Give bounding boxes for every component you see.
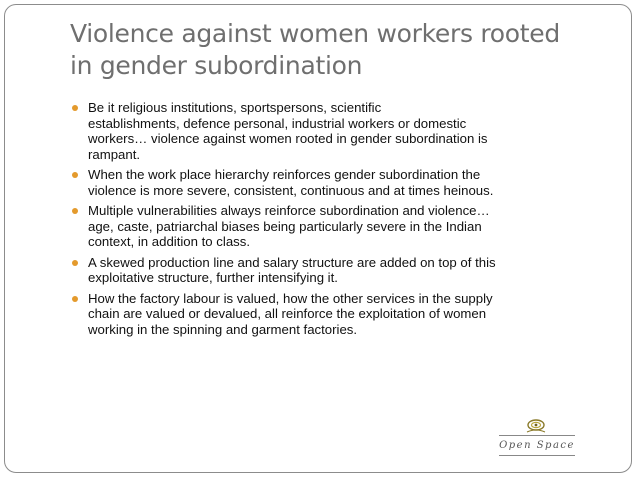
- bullet-dot-icon: [72, 105, 78, 111]
- bullet-dot-icon: [72, 208, 78, 214]
- bullet-text-line: establishments, defence personal, industrial workers or domestic: [88, 115, 467, 131]
- slide-title-line: Violence against women workers rooted: [70, 19, 560, 48]
- bullet-text-line: context, in addition to class.: [88, 234, 251, 249]
- bullet-item: [70, 255, 610, 286]
- open-space-logo: [497, 413, 577, 459]
- slide-title-line: in gender subordination: [70, 51, 363, 80]
- bullet-item: [70, 291, 610, 338]
- logo-rule: [499, 455, 575, 456]
- bullet-text-line: violence is more severe, consistent, continuous and at times heinous.: [88, 182, 494, 198]
- bullet-text-line: workers… violence against women rooted in gender subordination is: [88, 131, 488, 146]
- bullet-dot-icon: [72, 296, 78, 302]
- open-space-logo-icon: [524, 417, 548, 435]
- bullet-item: [70, 167, 610, 198]
- bullet-dot-icon: [72, 172, 78, 178]
- logo-rule: [499, 435, 575, 436]
- bullet-item: [70, 100, 610, 162]
- bullet-text-line: chain are valued or devalued, all reinforce the exploitation of women: [88, 306, 487, 321]
- bullet-text-line: Multiple vulnerabilities always reinforce subordination and violence…: [88, 203, 490, 218]
- bullet-text-line: When the work place hierarchy reinforces gender subordination the: [88, 167, 481, 182]
- bullet-item: [70, 203, 610, 250]
- bullet-text-line: A skewed production line and salary structure are added on top of this: [88, 254, 496, 270]
- logo-text: Open Space: [499, 440, 575, 451]
- bullet-text-line: rampant.: [88, 146, 141, 162]
- bullet-list: [70, 100, 610, 342]
- bullet-text-line: age, caste, patriarchal biases being particularly severe in the Indian: [88, 218, 482, 234]
- bullet-text-line: Be it religious institutions, sportspersons, scientific: [88, 100, 382, 115]
- slide-title: [70, 18, 610, 82]
- bullet-dot-icon: [72, 260, 78, 266]
- bullet-text-line: working in the spinning and garment factories.: [88, 321, 358, 337]
- bullet-text-line: exploitative structure, further intensifying it.: [88, 270, 338, 285]
- bullet-text-line: How the factory labour is valued, how the other services in the supply: [88, 290, 493, 306]
